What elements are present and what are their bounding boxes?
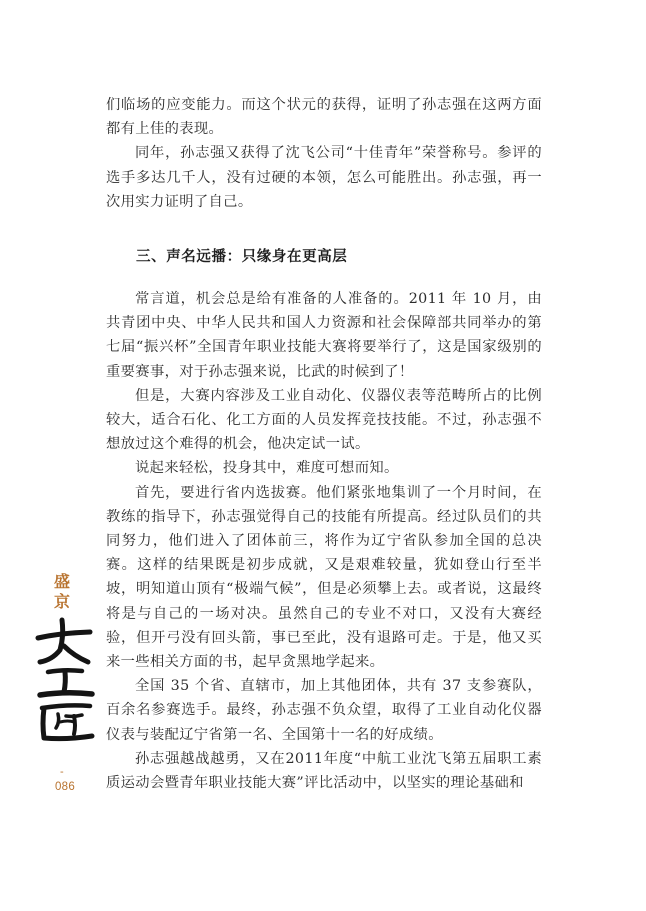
page-number-dash: - (60, 766, 64, 778)
paragraph-6: 首先，要进行省内选拔赛。他们紧张地集训了一个月时间，在教练的指导下，孙志强觉得自己的技能有所提高。经过队员们的共同努力，他们进入了团体前三，将作为辽宁省队参加全国的总决赛。这样的结果既是初步成就，又是艰难较量，犹如登山行至半坡，明知道山顶有“极端气候”，但是必须攀上去。或者说，这最终将是与自己的一场对决。虽然自己的专业不对口，又没有大赛经验，但开弓没有回头箭，事已至此，没有退路可走。于是，他又买来一些相关方面的书，起早贪黑地学起来。 (106, 484, 542, 671)
paragraph-3: 常言道，机会总是给有准备的人准备的。2011 年 10 月，由共青团中央、中华人民共和国人力资源和社会保障部共同举办的第七届“振兴杯”全国青年职业技能大赛将要举行了，这是国家级别的重要赛事，对于孙志强来说，比武的时候到了！ (106, 291, 542, 380)
paragraph-2: 同年，孙志强又获得了沈飞公司“十佳青年”荣誉称号。参评的选手多达几千人，没有过硬的本领，怎么可能胜出。孙志强，再一次用实力证明了自己。 (106, 145, 542, 210)
section-heading: 三、声名远播：只缘身在更高层 (136, 249, 348, 266)
calligraphy-char-jiang (42, 705, 92, 738)
paragraph-8: 孙志强越战越勇，又在2011年度“中航工业沈飞第五届职工素质运动会暨青年职业技能大赛”评比活动中，以坚实的理论基础和 (106, 750, 542, 792)
brand-char-sheng: 盛 (53, 572, 70, 591)
page-number: 086 (54, 781, 76, 793)
brand-calligraphy-logo (30, 616, 100, 746)
brand-char-jing: 京 (53, 592, 70, 611)
calligraphy-char-gong (40, 670, 92, 695)
paragraph-5: 说起来轻松，投身其中，难度可想而知。 (135, 460, 399, 477)
paragraph-4: 但是，大赛内容涉及工业自动化、仪器仪表等范畴所占的比例较大，适合石化、化工方面的人员发挥竞技技能。不过，孙志强不想放过这个难得的机会，他决定试一试。 (106, 387, 542, 453)
calligraphy-char-da (38, 620, 90, 662)
brand-small-text (50, 572, 74, 612)
paragraph-1: 们临场的应变能力。而这个状元的获得，证明了孙志强在这两方面都有上佳的表现。 (106, 97, 542, 138)
page-content (106, 93, 542, 795)
paragraph-7: 全国 35 个省、直辖市，加上其他团体，共有 37 支参赛队，百余名参赛选手。最终，孙志强不负众望，取得了工业自动化仪器仪表与装配辽宁省第一名、全国第十一名的好成绩。 (106, 678, 542, 743)
